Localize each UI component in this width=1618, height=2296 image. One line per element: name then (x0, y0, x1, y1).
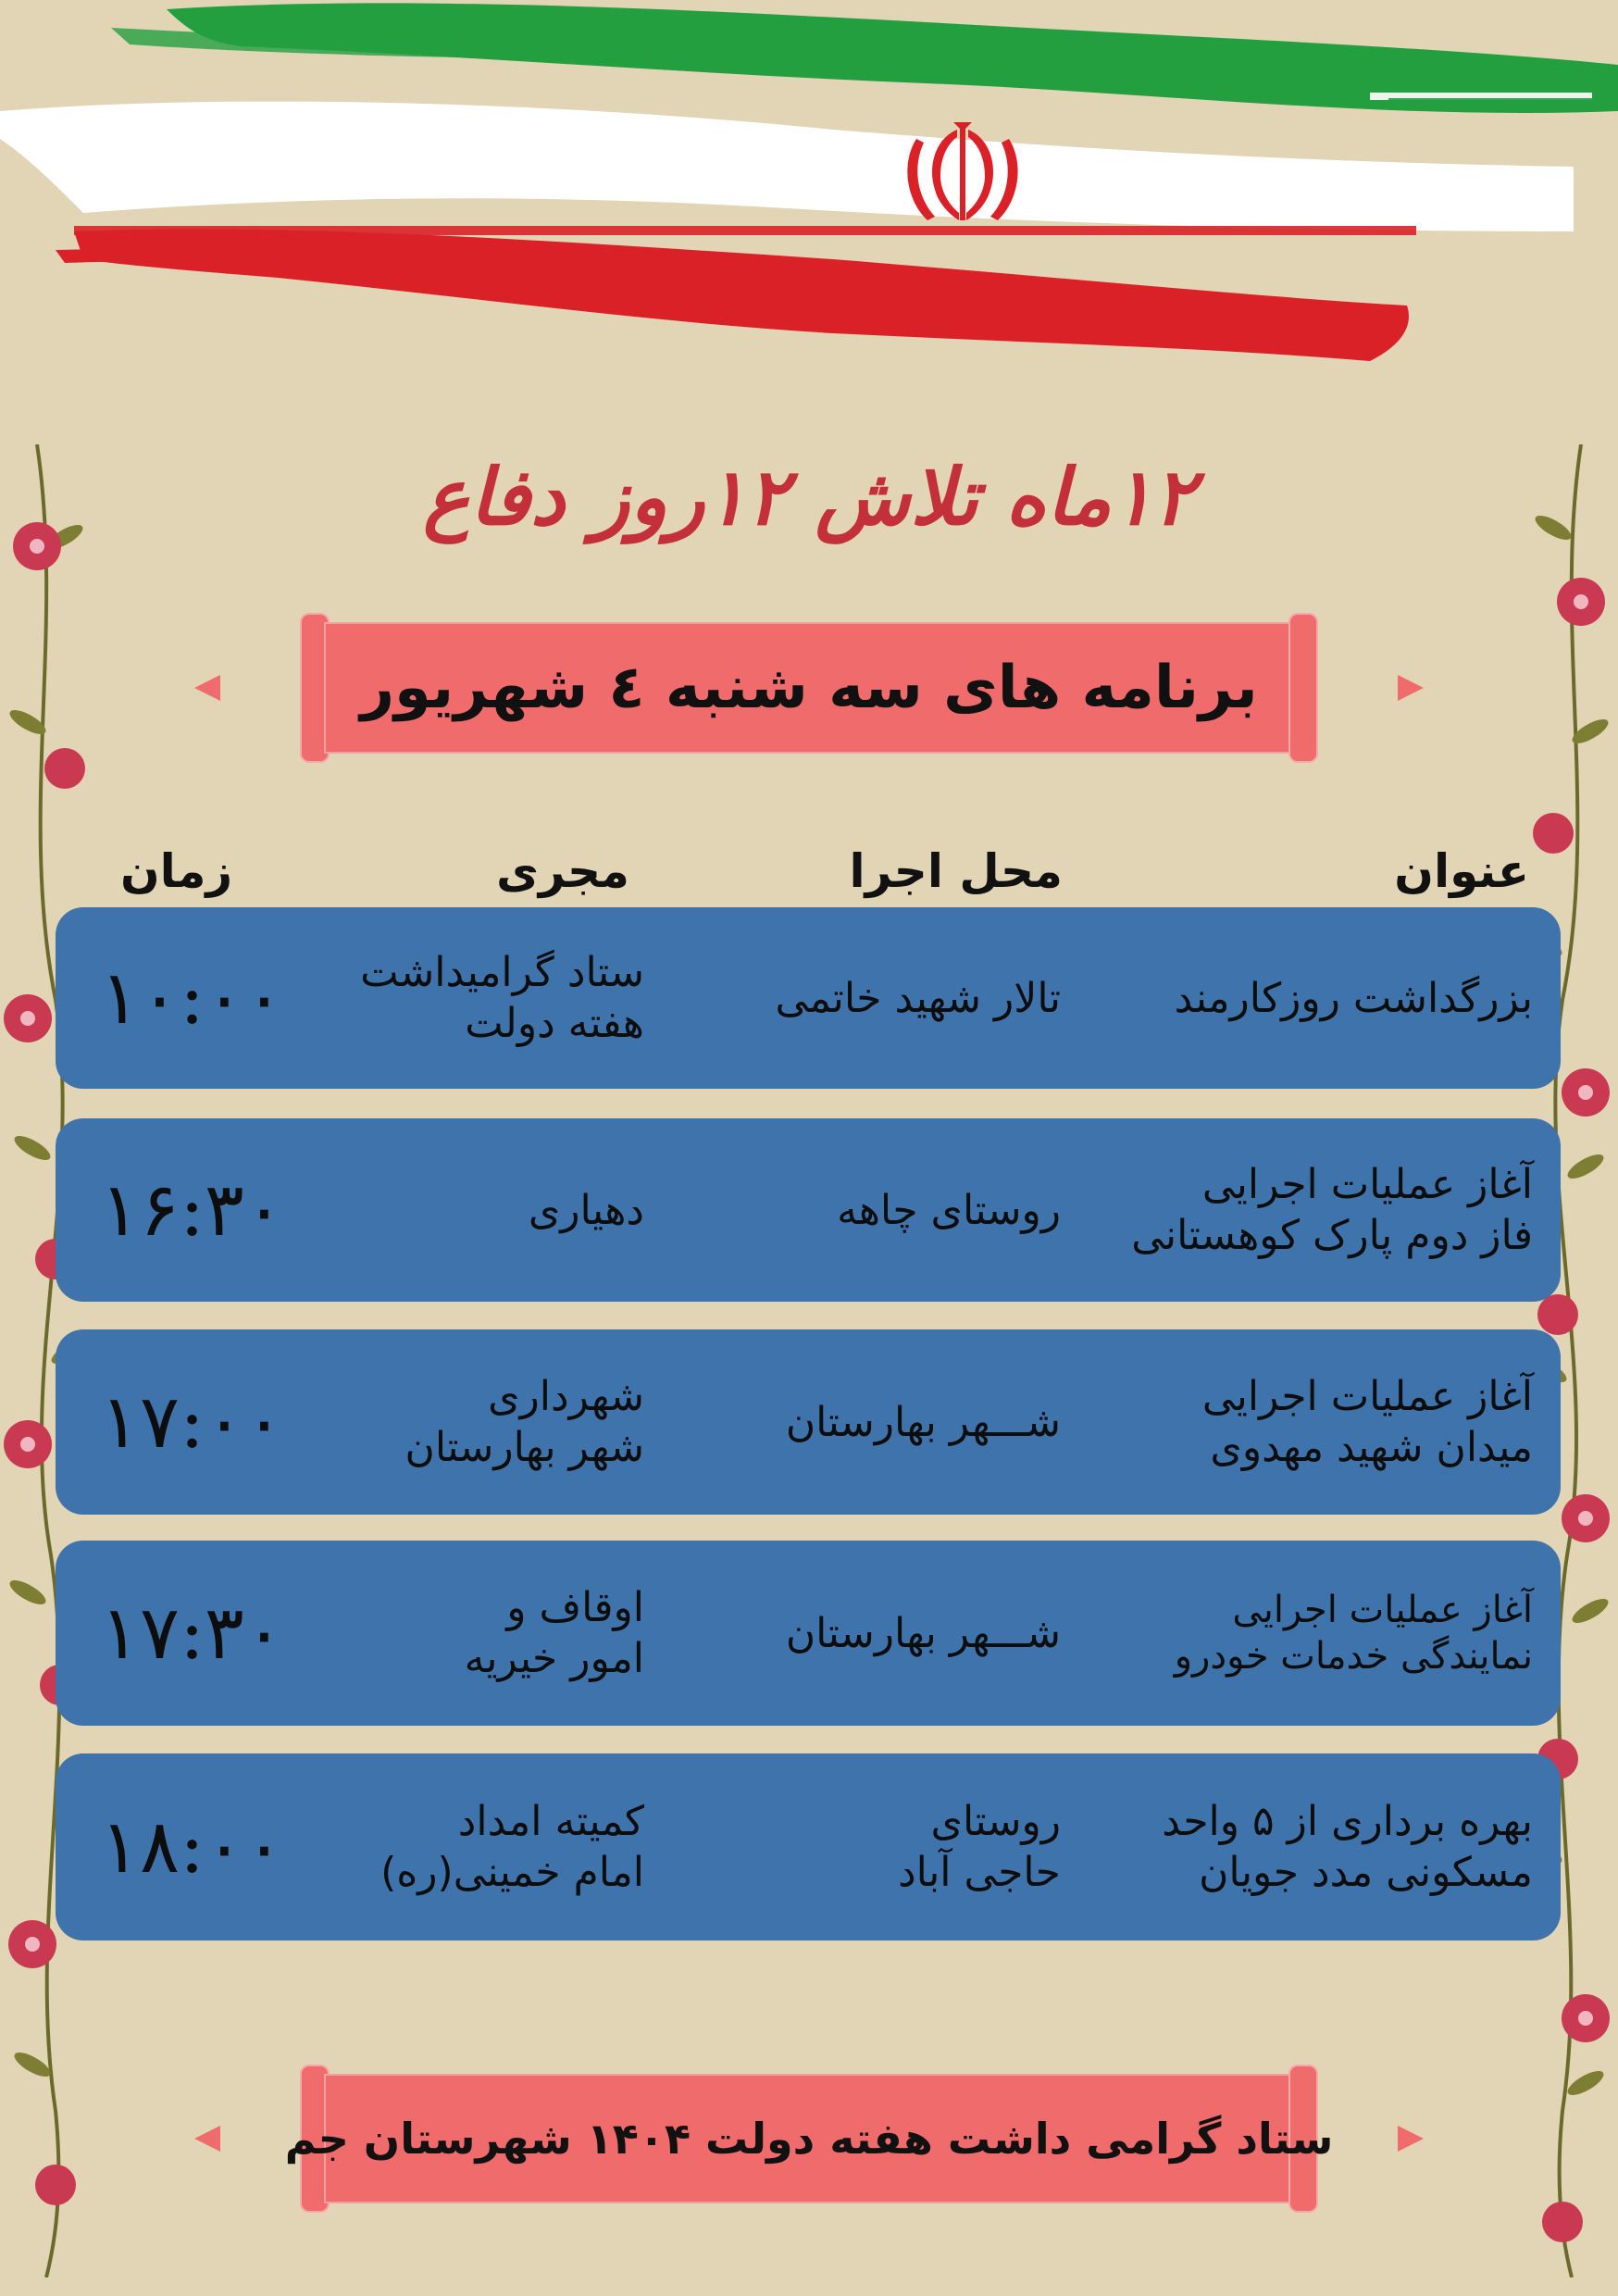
row-title: بهره برداری از ۵ واحد مسکونی مدد جویان (1162, 1798, 1533, 1896)
footer-text: ستاد گرامی داشت هفته دولت ۱۴۰۴ شهرستان جم (284, 2114, 1334, 2164)
row-venue: روستای چاهه (837, 1186, 1061, 1234)
title-banner (194, 622, 1424, 754)
table-row (56, 1541, 1561, 1726)
column-header-organizer: مجری (496, 844, 629, 898)
headline: ۱۲ماه تلاش ۱۲روز دفاع (423, 452, 1195, 543)
row-time: ۱۶:۳۰ (100, 1167, 284, 1253)
row-organizer: دهیاری (528, 1186, 644, 1234)
banner-title: برنامه های سه شنبه ٤ شهریور (360, 654, 1258, 722)
table-row (56, 1329, 1561, 1515)
table-row (56, 907, 1561, 1089)
table-row (56, 1753, 1561, 1940)
column-header-venue: محل اجرا (849, 844, 1063, 898)
row-time: ۱۷:۳۰ (100, 1590, 284, 1676)
row-title: آغاز عملیات اجرایی میدان شهید مهدوی (1201, 1373, 1533, 1471)
row-time: ۱۰:۰۰ (100, 955, 284, 1041)
row-organizer: شهرداری شهر بهارستان (404, 1373, 644, 1471)
column-header-title: عنوان (1394, 844, 1529, 898)
table-row (56, 1118, 1561, 1302)
row-venue: شـــهر بهارستان (785, 1609, 1061, 1657)
row-time: ۱۸:۰۰ (100, 1803, 284, 1890)
row-venue: شـــهر بهارستان (785, 1398, 1061, 1446)
row-organizer: کمیته امداد امام خمینی(ره) (380, 1798, 644, 1896)
row-title: آغاز عملیات اجرایی فاز دوم پارک کوهستانی (1131, 1161, 1533, 1259)
row-venue: تالار شهید خاتمی (775, 974, 1061, 1022)
row-organizer: ستاد گرامیداشت هفته دولت (360, 949, 644, 1047)
row-title: آغاز عملیات اجرایی نمایندگی خدمات خودرو (1174, 1589, 1533, 1678)
iran-flag-illustration (0, 0, 1618, 389)
row-time: ۱۷:۰۰ (100, 1379, 284, 1465)
row-venue: روستای حاجی آباد (898, 1798, 1061, 1896)
column-header-time: زمان (120, 844, 233, 898)
row-title: بزرگداشت روزکارمند (1174, 974, 1533, 1022)
row-organizer: اوقاف و امور خیریه (464, 1584, 644, 1682)
footer-banner (194, 2074, 1424, 2203)
